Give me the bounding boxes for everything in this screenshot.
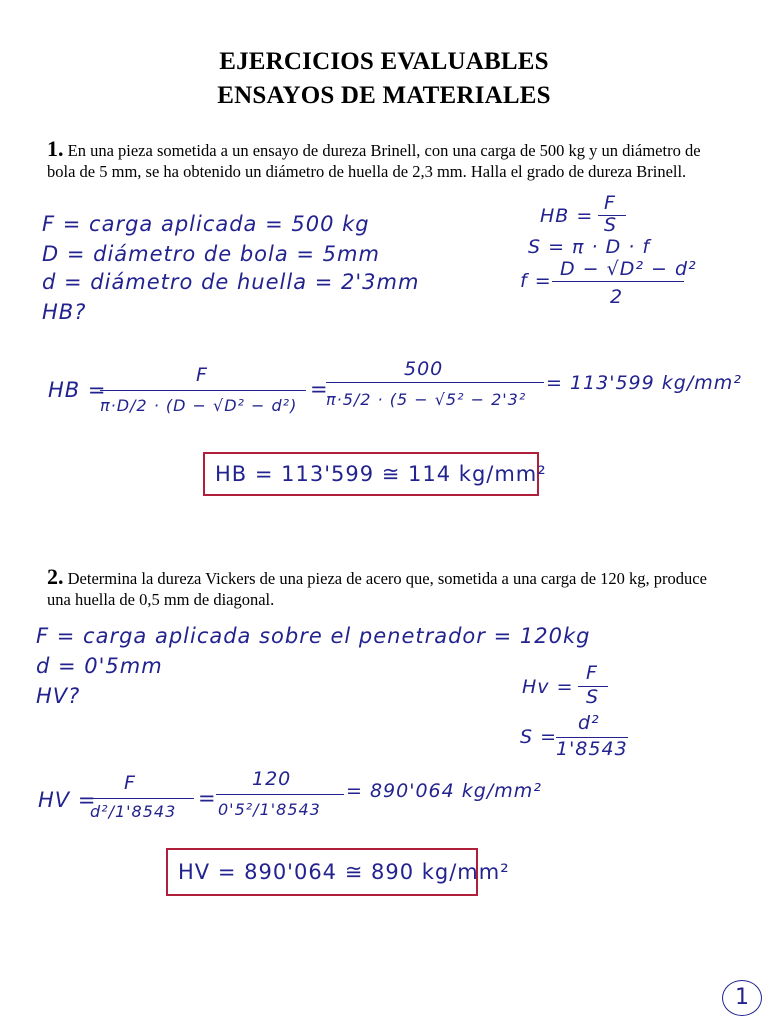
p2-hv-num: F	[586, 662, 598, 684]
p2-calc-den2: 0'5²/1'8543	[218, 800, 321, 819]
p2-given-question: HV?	[36, 684, 81, 708]
p2-hv-den: S	[586, 686, 600, 708]
p1-calc-equals: =	[310, 377, 329, 401]
p2-s-lhs: S =	[520, 726, 558, 748]
problem-2-statement	[47, 566, 717, 610]
problem-1-statement	[47, 138, 717, 182]
p1-answer: HB = 113'599 ≅ 114 kg/mm²	[215, 462, 547, 486]
problem-1-text: En una pieza sometida a un ensayo de dureza Brinell, con una carga de 500 kg y un diámetro de bola de 5 mm, se ha obtenido un diámetro de huella de 2,3 mm. Halla el grado de dureza Brinell.	[47, 141, 701, 181]
p2-calc-result: = 890'064 kg/mm²	[346, 780, 542, 802]
p2-hv-lhs: Hv =	[522, 676, 574, 698]
p1-f-lhs: f =	[520, 270, 552, 292]
p1-calc-lhs: HB =	[48, 378, 107, 402]
p1-calc-result: = 113'599 kg/mm²	[546, 372, 742, 394]
p1-calc-num2: 500	[404, 358, 444, 380]
problem-1-number: 1.	[47, 136, 64, 161]
p1-hb-num: F	[604, 192, 616, 214]
problem-2-number: 2.	[47, 564, 64, 589]
p1-f-den: 2	[610, 286, 624, 308]
p1-given-question: HB?	[42, 300, 87, 324]
p1-given-load: F = carga aplicada = 500 kg	[42, 212, 370, 236]
problem-2-text: Determina la dureza Vickers de una pieza de acero que, sometida a una carga de 120 kg, produce una huella de 0,5 mm de diagonal.	[47, 569, 707, 609]
p1-calc-fraction-bar-2	[326, 382, 544, 383]
title-line-2: ENSAYOS DE MATERIALES	[217, 82, 551, 109]
p1-calc-fraction-bar-1	[100, 390, 306, 391]
p2-s-den: 1'8543	[556, 738, 628, 760]
p1-f-num: D − √D² − d²	[560, 258, 697, 280]
p1-hb-den: S	[604, 214, 618, 236]
p1-f-fraction-bar	[552, 281, 684, 282]
p2-calc-num1: F	[124, 772, 136, 794]
p2-calc-fraction-bar-1	[90, 798, 194, 799]
p1-calc-den2: π·5/2 · (5 − √5² − 2'3²	[326, 390, 527, 409]
p1-given-ball-diameter: D = diámetro de bola = 5mm	[42, 242, 380, 266]
p1-given-imprint-diameter: d = diámetro de huella = 2'3mm	[42, 270, 420, 294]
p1-answer-box	[203, 452, 547, 496]
p1-calc-den1: π·D/2 · (D − √D² − d²)	[100, 396, 298, 415]
p2-answer-box	[166, 848, 510, 896]
page-number: 1	[722, 980, 762, 1016]
p2-s-num: d²	[578, 712, 600, 734]
p2-calc-lhs: HV =	[38, 788, 97, 812]
p2-calc-equals: =	[198, 786, 217, 810]
p1-hb-lhs: HB =	[540, 205, 594, 227]
p2-given-load: F = carga aplicada sobre el penetrador = 120kg	[36, 624, 591, 648]
p2-answer: HV = 890'064 ≅ 890 kg/mm²	[178, 860, 510, 884]
p2-given-diagonal: d = 0'5mm	[36, 654, 163, 678]
title-line-1: EJERCICIOS EVALUABLES	[219, 48, 549, 75]
p2-calc-num2: 120	[252, 768, 292, 790]
p2-calc-den1: d²/1'8543	[90, 802, 177, 821]
p1-s-formula: S = π · D · f	[528, 236, 651, 258]
p1-calc-num1: F	[196, 364, 208, 386]
p2-calc-fraction-bar-2	[216, 794, 344, 795]
